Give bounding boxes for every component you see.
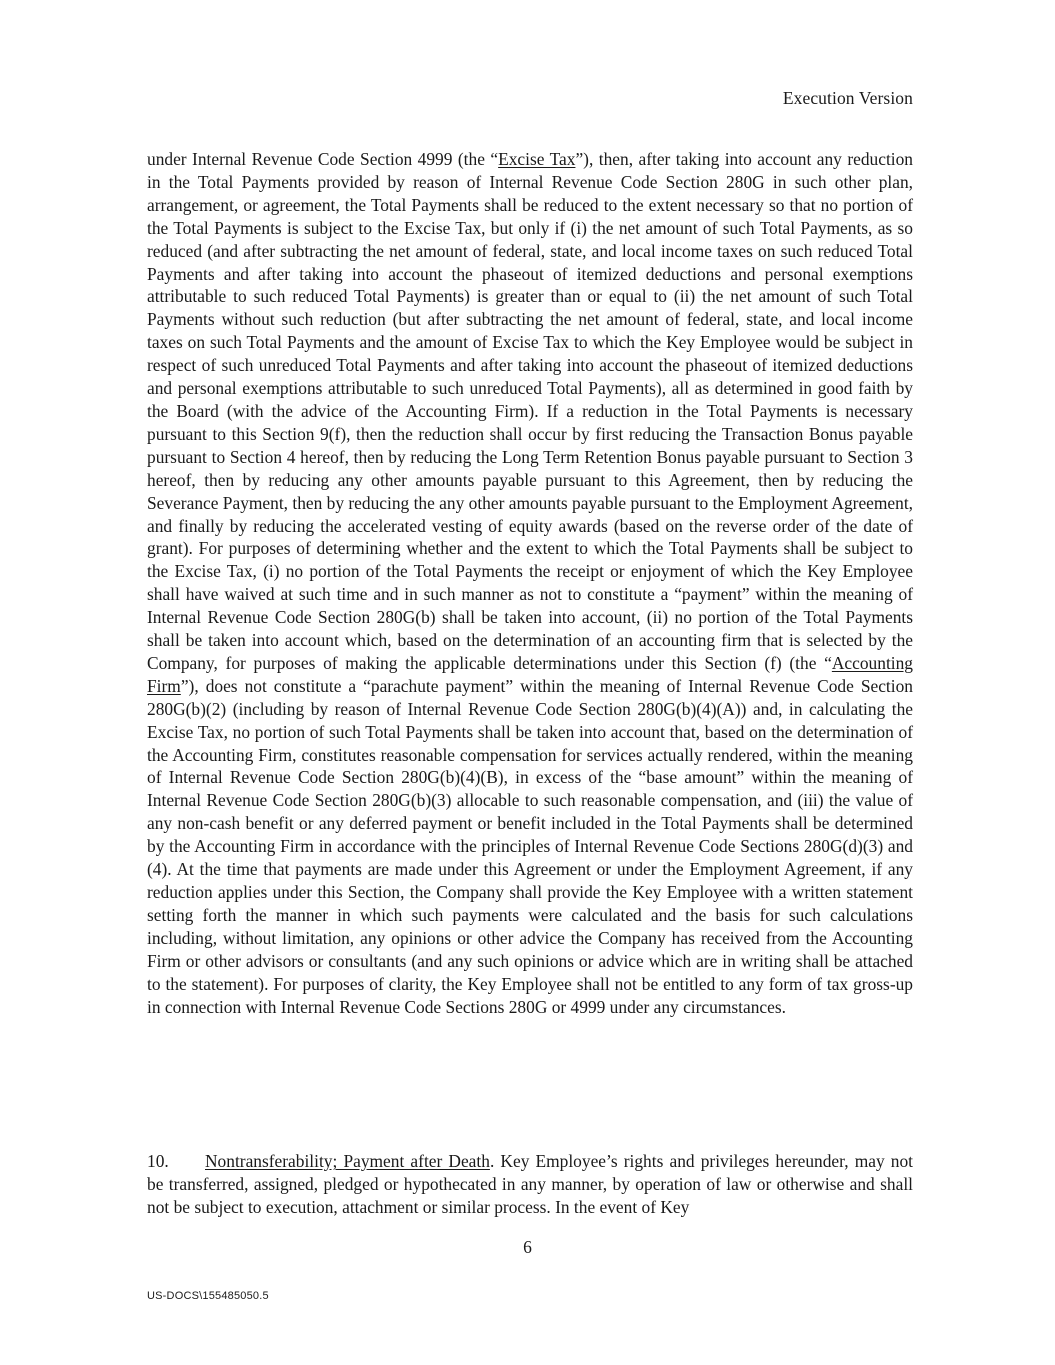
page-number: 6	[523, 1237, 532, 1257]
paragraph-text-part-1: under Internal Revenue Code Section 4999 (the “	[147, 149, 499, 169]
section-number: 10.	[147, 1151, 169, 1171]
accounting-firm-defined-term: Accounting Firm	[147, 652, 913, 696]
excise-tax-defined-term: Excise Tax	[498, 149, 576, 169]
paragraph-text-part-2: ”), then, after taking into account any reduction in the Total Payments provided by reason of Internal Revenue Code Section 280G in such other plan, arrangement, or agreement, the Total Payments shall be reduced to the extent necessary so that no portion of the Total Payments is subject to the Excise Tax, but only if (i) the net amount of such Total Payments, as so reduced (and after subtracting the net amount of federal, state, and local income taxes on such reduced Total Payments and after taking into account the phaseout of itemized deductions and personal exemptions attributable to such reduced Total Payments) is greater than or equal to (ii) the net amount of such Total Payments without such reduction (but after subtracting the net amount of federal, state, and local income taxes on such Total Payments and the amount of Excise Tax to which the Key Employee would be subject in respect of such unreduced Total Payments and after taking into account the phaseout of itemized deductions and personal exemptions attributable to such unreduced Total Payments), all as determined in good faith by the Board (with the advice of the Accounting Firm). If a reduction in the Total Payments is necessary pursuant to this Section 9(f), then the reduction shall occur by first reducing the Transaction Bonus payable pursuant to Section 4 hereof, then by reducing the Long Term Retention Bonus payable pursuant to Section 3 hereof, then by reducing any other amounts payable pursuant to this Agreement, then by reducing the Severance Payment, then by reducing the any other amounts payable pursuant to the Employment Agreement, and finally by reducing the accelerated vesting of equity awards (based on the reverse order of the date of grant). For purposes of determining whether and the extent to which the Total Payments shall be subject to the Excise Tax, (i) no portion of the Total Payments the receipt or enjoyment of which the Key Employee shall have waived at such time and in such manner as not to constitute a “payment” within the meaning of Internal Revenue Code Section 280G(b) shall be taken into account, (ii) no portion of the Total Payments shall be taken into account which, based on the determination of an accounting firm that is selected by the Company, for purposes of making the applicable determinations under this Section (f) (the “	[147, 149, 913, 673]
section-heading: Nontransferability; Payment after Death	[205, 1151, 490, 1171]
paragraph-text-part-3: ”), does not constitute a “parachute payment” within the meaning of Internal Revenue Code Section 280G(b)(2) (including by reason of Internal Revenue Code Section 280G(b)(4)(A)) and, in calculating the Excise Tax, no portion of such Total Payments shall be taken into account that, based on the determination of the Accounting Firm, constitutes reasonable compensation for services actually rendered, within the meaning of Internal Revenue Code Section 280G(b)(4)(B), in excess of the “base amount” within the meaning of Internal Revenue Code Section 280G(b)(3) allocable to such reasonable compensation, and (iii) the value of any non-cash benefit or any deferred payment or benefit included in the Total Payments shall be determined by the Accounting Firm in accordance with the principles of Internal Revenue Code Sections 280G(d)(3) and (4). At the time that payments are made under this Agreement or under the Employment Agreement, if any reduction applies under this Section, the Company shall provide the Key Employee with a written statement setting forth the manner in which such payments were calculated and the basis for such calculations including, without limitation, any opinions or other advice the Company has received from the Accounting Firm or other advisors or consultants (and any such opinions or advice which are in writing shall be attached to the statement). For purposes of clarity, the Key Employee shall not be entitled to any form of tax gross-up in connection with Internal Revenue Code Sections 280G or 4999 under any circumstances.	[147, 675, 913, 1017]
document-id: US-DOCS\155485050.5	[147, 1290, 269, 1302]
execution-version-label: Execution Version	[782, 88, 913, 108]
section-10-paragraph	[147, 1150, 913, 1219]
section-text: . Key Employee’s rights and privileges hereunder, may not be transferred, assigned, pledged or hypothecated in any manner, by operation of law or otherwise and shall not be subject to execution, attachment or similar process. In the event of Key	[147, 1151, 913, 1217]
body-paragraph	[147, 148, 913, 1018]
